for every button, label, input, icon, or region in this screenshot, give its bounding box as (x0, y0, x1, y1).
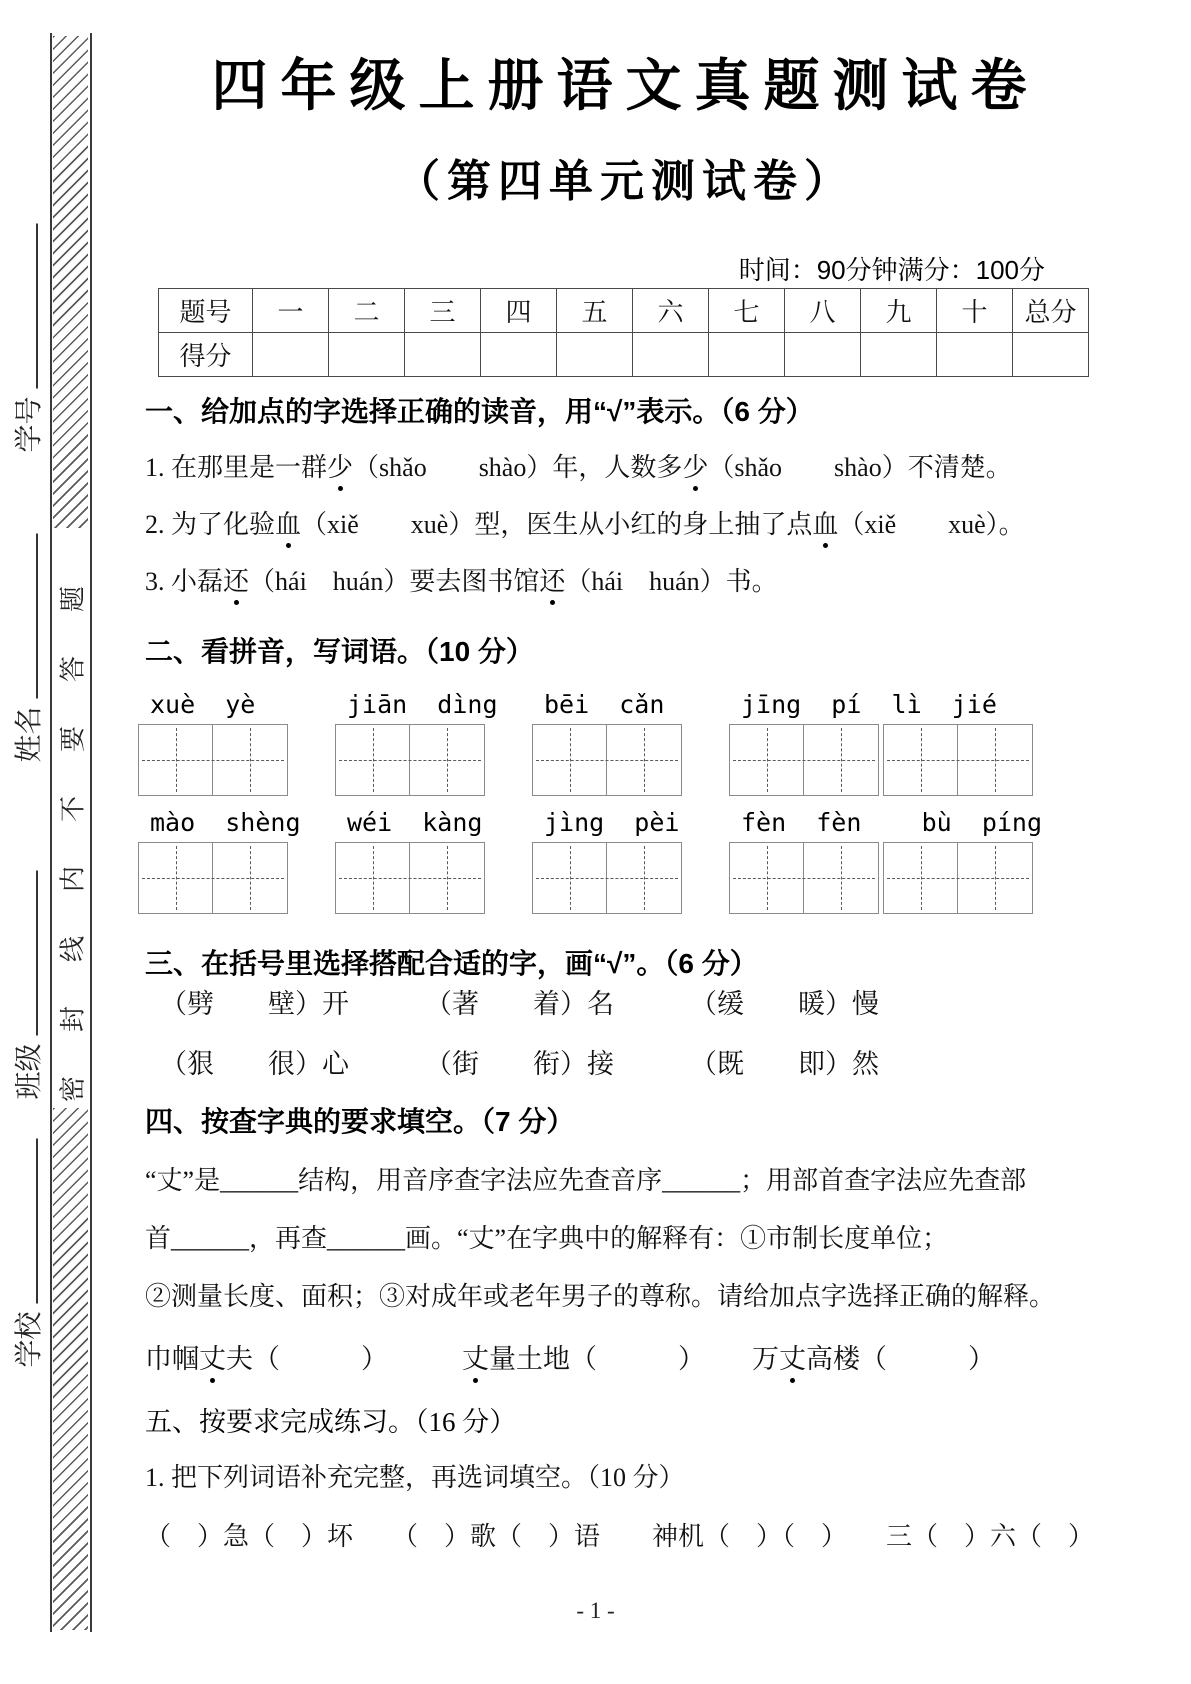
text-part: 2. 为了化验 (145, 510, 276, 539)
dotted-char: 丈 (462, 1337, 489, 1376)
text-part: （shǎo shào）年，人数多 (353, 453, 683, 482)
text-part: （hái huán）书。 (565, 567, 778, 596)
writing-cell (139, 725, 213, 795)
writing-cell (958, 843, 1032, 913)
text-part: 巾帼 (145, 1344, 199, 1374)
text-part: （shǎo shào）不清楚。 (708, 453, 1012, 482)
pinyin-label: bēi cǎn (544, 690, 665, 719)
text-part: （xiě xuè）。 (838, 510, 1025, 539)
section5-sub-1: 1. 把下列词语补充完整，再选词填空。（10 分） (145, 1463, 685, 1492)
writing-cell (213, 725, 287, 795)
dotted-phrase-2 (462, 1337, 705, 1376)
section3-row-1 (160, 982, 879, 1021)
seal-hatch-bottom (53, 1108, 88, 1630)
choice-pair: （狠 很）心 (160, 1049, 349, 1079)
choice-pair: （著 着）名 (425, 989, 614, 1019)
field-class-blank (32, 870, 38, 1035)
choice-pair: （劈 壁）开 (160, 989, 349, 1019)
score-cell (633, 333, 709, 377)
text-part: 万 (752, 1344, 779, 1374)
score-col-header: 七 (709, 289, 785, 333)
writing-cell (607, 843, 681, 913)
dotted-char: 少 (327, 447, 353, 484)
text-part: 量土地（ ） (489, 1344, 705, 1374)
field-name (7, 533, 47, 762)
text-part: （xiě xuè）型，医生从小红的身上抽了点 (301, 510, 813, 539)
score-cell (329, 333, 405, 377)
writing-cell (410, 725, 484, 795)
writing-cell (958, 725, 1032, 795)
pinyin-label: jīng pí lì jié (741, 690, 997, 719)
writing-cell (607, 725, 681, 795)
section4-line-3: ②测量长度、面积；③对成年或老年男子的尊称。请给加点字选择正确的解释。 (145, 1282, 1056, 1311)
time-and-score-info: 时间：90分钟满分：100分 (738, 255, 1045, 285)
pinyin-label: wéi kàng (347, 808, 483, 837)
choice-pair: （街 衔）接 (425, 1049, 614, 1079)
pinyin-row-2 (138, 808, 1043, 837)
section3-heading: 三、在括号里选择搭配合适的字，画“√”。（6 分） (145, 948, 758, 979)
dotted-phrase-3 (752, 1337, 995, 1376)
writing-cell (884, 843, 958, 913)
score-cell (405, 333, 481, 377)
writing-cell (884, 725, 958, 795)
section3-row-2 (160, 1042, 879, 1081)
section5-fill-line: （ ）急（ ）坏 （ ）歌（ ）语 神机（ ）（ ） 三（ ）六（ ） (145, 1522, 1095, 1551)
seal-instruction-text: 密封线内不要答题 (58, 541, 88, 1103)
writing-grid (729, 724, 1033, 796)
score-cell (557, 333, 633, 377)
writing-grid (532, 724, 682, 796)
choice-pair: （既 即）然 (690, 1049, 879, 1079)
writing-cell (139, 843, 213, 913)
writing-cell (804, 725, 878, 795)
seal-border-line-right (90, 33, 92, 1632)
score-table-header-row (159, 289, 1089, 333)
field-school-label: 学校 (14, 1311, 45, 1368)
field-class (7, 870, 47, 1099)
pinyin-row-1 (138, 690, 1033, 719)
score-col-header: 四 (481, 289, 557, 333)
score-col-header: 一 (253, 289, 329, 333)
writing-cell (533, 725, 607, 795)
score-table-score-row (159, 333, 1089, 377)
score-col-header: 十 (937, 289, 1013, 333)
dotted-char: 血 (275, 504, 301, 541)
field-student-number (7, 223, 47, 452)
section4-line-1: “丈”是______结构，用音序查字法应先查音序______；用部首查字法应先查部 (145, 1166, 1027, 1195)
field-name-blank (32, 533, 38, 698)
score-col-header: 二 (329, 289, 405, 333)
text-part: 3. 小磊 (145, 567, 224, 596)
score-cell (861, 333, 937, 377)
field-student-number-label: 学号 (14, 396, 45, 453)
field-name-label: 姓名 (14, 706, 45, 763)
text-part: 1. 在那里是一群 (145, 453, 328, 482)
writing-cell (730, 725, 804, 795)
writing-cell (213, 843, 287, 913)
field-student-number-blank (32, 223, 38, 388)
writing-grid-row-2 (138, 842, 1033, 914)
dotted-char: 血 (812, 504, 838, 541)
pinyin-label: xuè yè (150, 690, 256, 719)
writing-grid-row-1 (138, 724, 1033, 796)
writing-cell (533, 843, 607, 913)
text-part: （hái huán）要去图书馆 (249, 567, 540, 596)
text-part: 夫（ ） (226, 1344, 388, 1374)
pinyin-label: mào shèng (150, 808, 301, 837)
score-col-header: 三 (405, 289, 481, 333)
section1-item-1 (145, 447, 1012, 484)
field-school-blank (32, 1138, 38, 1303)
score-col-header: 五 (557, 289, 633, 333)
writing-cell (804, 843, 878, 913)
dotted-char: 还 (539, 561, 565, 598)
section5-heading: 五、按要求完成练习。（16 分） (145, 1407, 517, 1437)
section4-line-2: 首______，再查______画。“丈”在字典中的解释有：①市制长度单位； (145, 1224, 949, 1253)
writing-grid (138, 842, 288, 914)
score-cell (481, 333, 557, 377)
score-cell (1013, 333, 1089, 377)
writing-grid (335, 724, 485, 796)
section1-item-2 (145, 504, 1025, 541)
writing-grid (138, 724, 288, 796)
page-number: - 1 - (576, 1598, 615, 1623)
page-subtitle: （第四单元测试卷） (396, 157, 855, 206)
score-col-header: 总分 (1013, 289, 1089, 333)
score-col-header: 九 (861, 289, 937, 333)
pinyin-label: jiān dìng (347, 690, 498, 719)
section1-item-3 (145, 561, 778, 598)
text-part: 高楼（ ） (806, 1344, 995, 1374)
pinyin-label: jìng pèi (544, 808, 680, 837)
score-col-header: 六 (633, 289, 709, 333)
section2-heading: 二、看拼音，写词语。（10 分） (145, 636, 534, 667)
choice-pair: （缓 暖）慢 (690, 989, 879, 1019)
dotted-char: 丈 (779, 1337, 806, 1376)
dotted-char: 少 (682, 447, 708, 484)
writing-grid (335, 842, 485, 914)
score-row-label: 得分 (159, 333, 253, 377)
dotted-char: 还 (223, 561, 249, 598)
field-class-label: 班级 (14, 1043, 45, 1100)
section1-heading: 一、给加点的字选择正确的读音，用“√”表示。（6 分） (145, 396, 814, 427)
writing-cell (336, 843, 410, 913)
writing-cell (410, 843, 484, 913)
score-cell (253, 333, 329, 377)
score-table (158, 288, 1089, 377)
score-cell (785, 333, 861, 377)
score-cell (709, 333, 785, 377)
pinyin-label: fèn fèn bù píng (741, 808, 1043, 837)
writing-grid (729, 842, 1033, 914)
field-school (7, 1138, 47, 1367)
section4-heading: 四、按查字典的要求填空。（7 分） (145, 1106, 575, 1137)
score-cell (937, 333, 1013, 377)
score-table-corner: 题号 (159, 289, 253, 333)
writing-cell (336, 725, 410, 795)
writing-grid (532, 842, 682, 914)
score-col-header: 八 (785, 289, 861, 333)
page-title: 四年级上册语文真题测试卷 (211, 54, 1040, 117)
dotted-phrase-1 (145, 1337, 388, 1376)
writing-cell (730, 843, 804, 913)
dotted-char: 丈 (199, 1337, 226, 1376)
